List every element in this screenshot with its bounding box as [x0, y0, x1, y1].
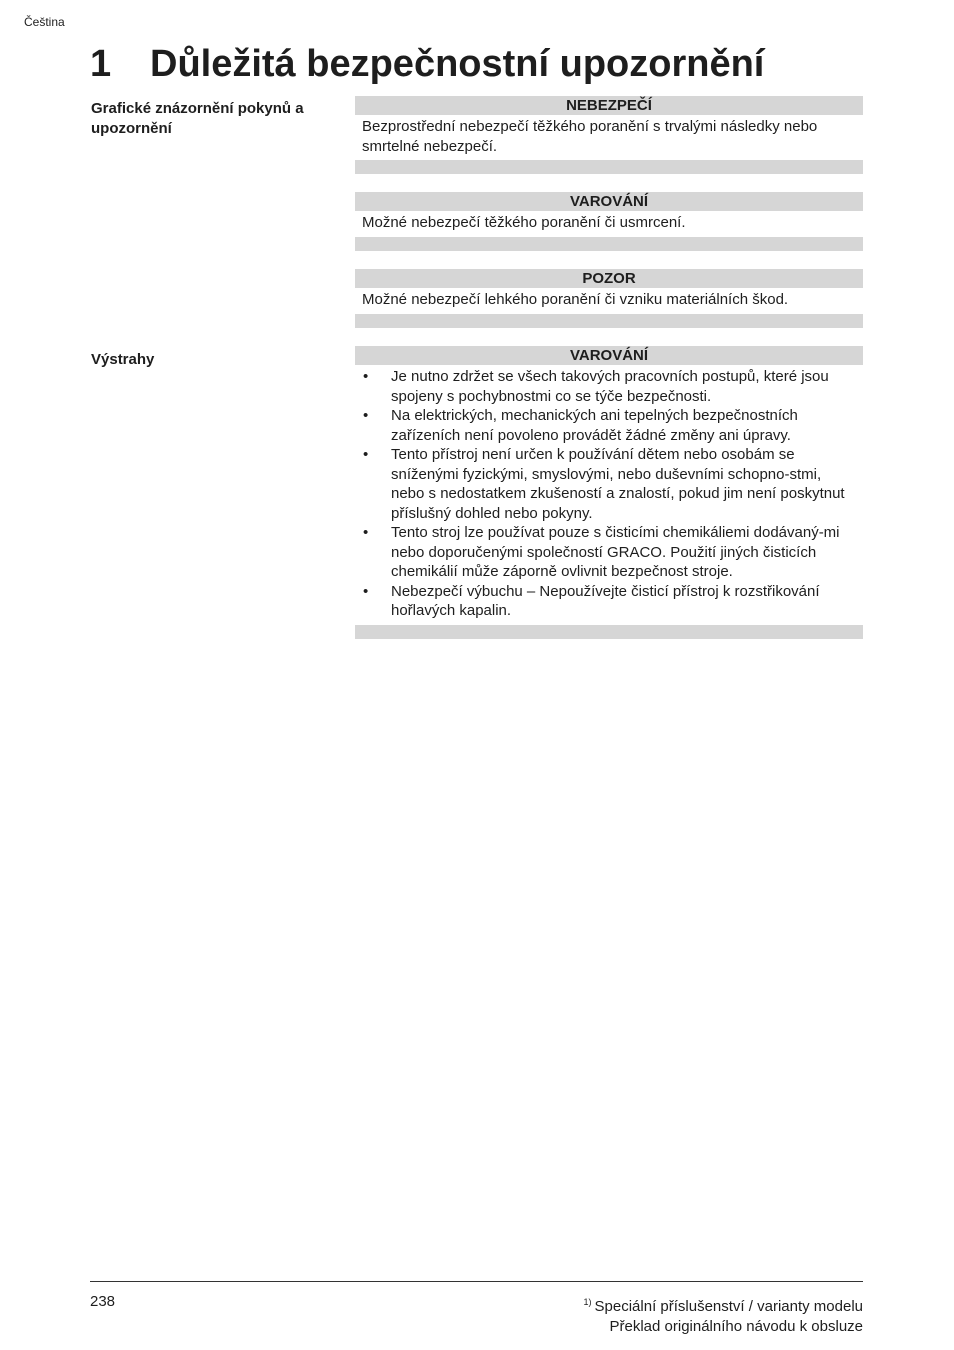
bullet-icon: • [363, 368, 369, 385]
footer-line-accessories [584, 1292, 863, 1317]
notice-caution [355, 269, 863, 328]
warning-item-text: Na elektrických, mechanických ani tepelných bezpečnostních zařízeních není povoleno provádět žádné změny ani úpravy. [391, 407, 798, 444]
footer-line1-text: Speciální příslušenství / varianty modelu [594, 1298, 863, 1315]
notice-heading: NEBEZPEČÍ [355, 96, 863, 115]
notice-text: Bezprostřední nebezpečí těžkého poranění s trvalými následky nebo smrtelné nebezpečí. [362, 118, 818, 155]
page-number: 238 [90, 1293, 116, 1310]
warning-item-text: Tento stroj lze používat pouze s čisticími chemikáliemi dodávaný-mi nebo doporučenými společností GRACO. Použití jiných čisticích chemikálií může záporně ovlivnit bezpečnost stroje. [391, 524, 840, 580]
warnings-bottom-bar [355, 625, 863, 639]
footer-notes [584, 1292, 863, 1337]
warnings-body [355, 365, 863, 625]
section-label-warnings: Výstrahy [91, 351, 155, 368]
warnings-list [362, 367, 855, 621]
notice-text: Možné nebezpečí těžkého poranění či usmrcení. [362, 214, 686, 231]
chapter-number: 1 [90, 43, 112, 85]
notice-text: Možné nebezpečí lehkého poranění či vzniku materiálních škod. [362, 291, 789, 308]
warnings-box [355, 346, 863, 639]
warning-item-text: Nebezpečí výbuchu – Nepoužívejte čisticí přístroj k rozstřikování hořlavých kapalin. [391, 582, 820, 619]
bullet-icon: • [363, 446, 369, 463]
warning-item [362, 445, 855, 523]
bullet-icon: • [363, 407, 369, 424]
notice-warning [355, 192, 863, 251]
warning-item [362, 582, 855, 621]
footer-divider [90, 1281, 863, 1282]
warning-item [362, 367, 855, 406]
footer-line-translation: Překlad originálního návodu k obsluze [609, 1318, 863, 1335]
footnote-marker: 1) [583, 1297, 592, 1307]
notice-bottom-bar [355, 314, 863, 328]
notice-heading: VAROVÁNÍ [355, 192, 863, 211]
section-label-graphics: Grafické znázornění pokynů a upozornění [91, 100, 304, 137]
bullet-icon: • [363, 524, 369, 541]
chapter-title [90, 40, 764, 88]
notice-bottom-bar [355, 237, 863, 251]
bullet-icon: • [363, 582, 369, 600]
notice-bottom-bar [355, 160, 863, 174]
warning-item [362, 406, 855, 445]
warning-item-text: Tento přístroj není určen k používání dětem nebo osobám se sníženými fyzickými, smyslovými, nebo duševními schopno-stmi, nebo s nedostatkem zkušeností a znalostí, pokud jim není poskytnut příslušný dohled nebo pokyny. [391, 446, 845, 522]
warning-item-text: Je nutno zdržet se všech takových pracovních postupů, které jsou spojeny s pochybnostmi co se týče bezpečnosti. [391, 368, 829, 405]
notice-heading: POZOR [355, 269, 863, 288]
chapter-title-text: Důležitá bezpečnostní upozornění [150, 43, 765, 85]
warning-item [362, 523, 855, 582]
warnings-heading: VAROVÁNÍ [355, 346, 863, 365]
notice-danger [355, 96, 863, 174]
language-label: Čeština [24, 15, 65, 29]
